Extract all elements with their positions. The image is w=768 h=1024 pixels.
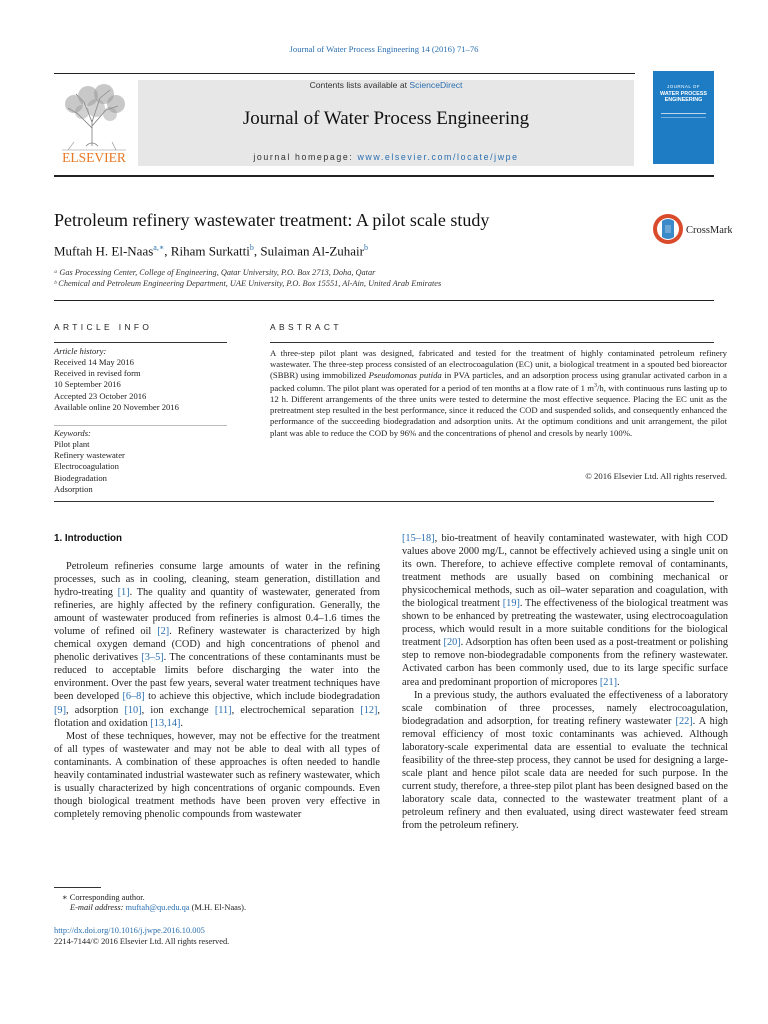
cover-rule-1 — [661, 113, 706, 114]
contents-prefix: Contents lists available at — [309, 80, 410, 90]
keyword-item: Biodegradation — [54, 472, 107, 483]
abstract-copyright: © 2016 Elsevier Ltd. All rights reserved. — [585, 471, 727, 481]
author-name[interactable]: Riham Surkatti — [170, 243, 250, 259]
history-item: 10 September 2016 — [54, 379, 121, 390]
history-item: Received in revised form — [54, 368, 141, 379]
article-title: Petroleum refinery wastewater treatment: A pilot scale study — [54, 210, 490, 230]
introduction-heading: 1. Introduction — [54, 533, 123, 544]
article-history-label: Article history: — [54, 346, 107, 356]
text-run: , electrochemical separation — [231, 704, 361, 716]
text-run: , adsorption — [66, 704, 125, 716]
sciencedirect-link[interactable]: ScienceDirect — [409, 80, 463, 90]
contents-line — [138, 80, 634, 90]
history-item: Accepted 23 October 2016 — [54, 390, 147, 401]
masthead-top-rule — [54, 73, 635, 74]
text-run: . The effectiveness of the biological treatment was shown to be enhanced by pretreating the wastewater, using electrocoagulation process, which would result in a more suitable conditions for the biological treatment — [402, 598, 728, 649]
text-run: . The quality and quantity of wastewater, generated from refineries, are highly affected by the refinery configuration. Generally, the amount of wastewater produced from refineries is almost 0.4–1.6 times the volume of refined oil — [54, 587, 380, 638]
reference-link[interactable]: [12] — [360, 704, 378, 716]
text-run: . Refinery wastewater is characterized by high chemical oxygen demand (COD) and high concentrations of phenol and phenolic derivatives — [54, 626, 380, 664]
cover-title-line-2: ENGINEERING — [664, 97, 703, 104]
author-separator: , — [253, 243, 261, 259]
crossmark-icon — [652, 211, 732, 247]
reference-link[interactable]: [9] — [54, 704, 67, 716]
reference-link[interactable]: [19] — [502, 598, 520, 610]
author-affiliation-marker[interactable]: a,∗ — [153, 243, 165, 252]
email-owner: (M.H. El-Naas). — [189, 903, 247, 912]
text-run: , bio-treatment of heavily contaminated wastewater, with high COD values above 2000 mg/L, cannot be effectively achieved using a single unit on its own. Therefore, to achieve effective complete removal of contaminants, treatment methods are usually based on combining mechanical or physicochemical methods, such as oil–water separation and coagulation, with the biological treatment — [402, 533, 728, 610]
journal-name: Journal of Water Process Engineering — [242, 108, 530, 129]
reference-link[interactable]: [11] — [214, 704, 232, 716]
abstract-text — [270, 348, 727, 439]
keyword-item: Electrocoagulation — [54, 461, 119, 472]
elsevier-logo[interactable] — [54, 80, 134, 166]
keywords-rule — [54, 425, 227, 426]
journal-citation-link[interactable]: Journal of Water Process Engineering 14 (2016) 71–76 — [289, 44, 479, 54]
reference-link[interactable]: [3–5] — [141, 652, 164, 664]
history-item: Received 14 May 2016 — [54, 357, 134, 367]
author-list — [54, 243, 368, 259]
text-run: Petroleum refineries consume large amounts of water in the refining processes, such as in cooling, cleaning, steam generation, distillation and hydro-treating — [54, 561, 380, 599]
doi-link[interactable]: http://dx.doi.org/10.1016/j.jwpe.2016.10.005 — [54, 926, 205, 935]
cover-title-line-1: WATER PROCESS — [660, 91, 707, 97]
reference-link[interactable]: [22] — [675, 715, 693, 727]
abstract-rule — [270, 342, 714, 343]
body-left-column — [54, 560, 380, 821]
author-affiliation-marker[interactable]: b — [364, 243, 368, 252]
keyword-item: Adsorption — [54, 483, 93, 494]
keywords-list — [54, 439, 125, 495]
text-run: . Adsorption has often been used as a post-treatment or polishing step to remove non-biodegradable components from the refinery wastewater. Activated carbon has been commonly used, due to its large specific surface area and predominant proportion of micropores — [402, 637, 728, 688]
title-block-rule — [54, 300, 714, 301]
affiliation-a: ᵃ Gas Processing Center, College of Engineering, Qatar University, P.O. Box 2713, Doha, Qatar — [54, 268, 376, 277]
abstract-part-3: /h, with continuous runs lasting up to 12 h. Different arrangements of the three units were tested to determine the most effective sequence. Placing the EC unit as the pretreatment step resulted in the best performance, since it reduced the COD and suspended solids, and consequently enhanced the performance of the succeeding biodegradation and adsorption units. At the optimum conditions and unit arrangement, the pilot plant was able to reduce the COD by 96% and the concentrations of phenol and cresols by nearly 100%. — [270, 383, 727, 438]
intro-paragraph-2: Most of these techniques, however, may not be effective for the treatment of all types of wastewater and may not be able to deal with all types of contaminants. A combination of these approaches is often needed to handle heavily contaminated industrial wastewater such as refinery wastewater, which is usually characterized by high concentrations of organic compounds. Even though biological treatment methods have been proven very effective in completely removing phenolic compounds from wastewater — [54, 730, 380, 820]
footnote-rule — [54, 887, 101, 888]
journal-homepage-line — [138, 152, 634, 162]
text-run: In a previous study, the authors evaluated the effectiveness of a laboratory scale combination of three processes, namely electrocoagulation, biodegradation and adsorption, for treating refinery wastewater — [402, 689, 728, 727]
crossmark-label: CrossMark — [686, 225, 732, 236]
journal-homepage-link[interactable]: www.elsevier.com/locate/jwpe — [357, 152, 519, 162]
cover-title — [653, 91, 714, 103]
email-footnote — [70, 903, 246, 912]
reference-link[interactable]: [21] — [599, 676, 618, 688]
intro-paragraph-3 — [402, 689, 728, 833]
affiliation-b: ᵇ Chemical and Petroleum Engineering Department, UAE University, P.O. Box 15551, Al-Ain, United Arab Emirates — [54, 279, 442, 288]
cover-line-1: JOURNAL OF — [667, 84, 700, 89]
abstract-heading: ABSTRACT — [270, 322, 342, 332]
reference-link[interactable]: [6–8] — [122, 691, 145, 703]
text-run: to achieve this objective, which include biodegradation — [144, 691, 380, 703]
abstract-part-1: A three-step pilot plant was designed, fabricated and tested for the treatment of highly contaminated petroleum refinery wastewater. The three-step process consisted of an electrocoagulation (EC) unit, a biological treatment in a spouted bed bioreactor (SBBR) using immobilized — [270, 348, 727, 381]
masthead-bottom-rule — [54, 175, 714, 177]
unit-superscript: 3 — [594, 383, 597, 390]
text-run: . — [180, 717, 183, 729]
text-run: . — [617, 676, 620, 688]
reference-link[interactable]: [13,14] — [150, 717, 181, 729]
reference-link[interactable]: [1] — [117, 587, 130, 599]
email-link[interactable]: muftah@qu.edu.qa — [125, 903, 190, 912]
article-info-rule — [54, 342, 227, 343]
text-run: , ion exchange — [141, 704, 215, 716]
author-separator: , — [164, 243, 171, 259]
elsevier-tree-icon — [54, 80, 134, 166]
abstract-part-2: in PVA particles, and an adsorption process using granular activated carbon in a packed column. The pilot plant was operated for a period of ten months at a flow rate of 1 m — [270, 370, 727, 394]
corresponding-author-note: ∗ Corresponding author. — [62, 893, 145, 902]
elsevier-wordmark: ELSEVIER — [62, 150, 126, 165]
reference-link[interactable]: [2] — [157, 626, 170, 638]
keyword-item: Refinery wastewater — [54, 450, 125, 461]
history-item: Available online 20 November 2016 — [54, 401, 179, 412]
cover-rule-2 — [661, 117, 706, 118]
author-affiliation-marker[interactable]: b — [249, 243, 254, 252]
abstract-bottom-rule — [54, 501, 714, 502]
reference-link[interactable]: [15–18] — [402, 533, 435, 544]
text-run: , flotation and oxidation — [54, 704, 380, 729]
organism-name: Pseudomonas putida — [368, 370, 442, 381]
article-info-heading: ARTICLE INFO — [54, 322, 153, 332]
crossmark-badge[interactable] — [652, 211, 732, 247]
keyword-item: Pilot plant — [54, 439, 90, 449]
author-name[interactable]: Sulaiman Al-Zuhair — [260, 243, 364, 259]
homepage-prefix: journal homepage: — [253, 152, 358, 162]
intro-paragraph-1 — [54, 560, 380, 730]
journal-cover-thumbnail[interactable] — [653, 71, 714, 164]
issn-copyright: 2214-7144/© 2016 Elsevier Ltd. All rights reserved. — [54, 937, 230, 946]
author-name[interactable]: Muftah H. El-Naas — [54, 243, 154, 259]
reference-link[interactable]: [10] — [124, 704, 142, 716]
email-label: E-mail address: — [70, 903, 126, 912]
keywords-label: Keywords: — [54, 428, 91, 438]
body-right-column — [402, 532, 728, 832]
reference-link[interactable]: [20] — [443, 637, 461, 649]
text-run: . The concentrations of these contaminants must be reduced to acceptable limits before discharging the water into the environment. Over the past few years, several water treatment techniques have been developed — [54, 652, 381, 703]
intro-paragraph-2-continued — [402, 532, 728, 689]
article-history-list — [54, 357, 179, 413]
text-run: . A high removal efficiency of most toxic contaminants was achieved. Although laboratory-scale experimental data are essential to evaluate the technical feasibility of the three-step process, they cannot be used for designing a large-scale plant and hence pilot scale data are needed for such purpose. In the current study, therefore, a three-step pilot plant has been designed based on the laboratory scale data, connected to the wastewater treatment plant of a petroleum refinery and then evaluated, using direct wastewater feed stream from the petroleum refinery. — [402, 715, 728, 832]
